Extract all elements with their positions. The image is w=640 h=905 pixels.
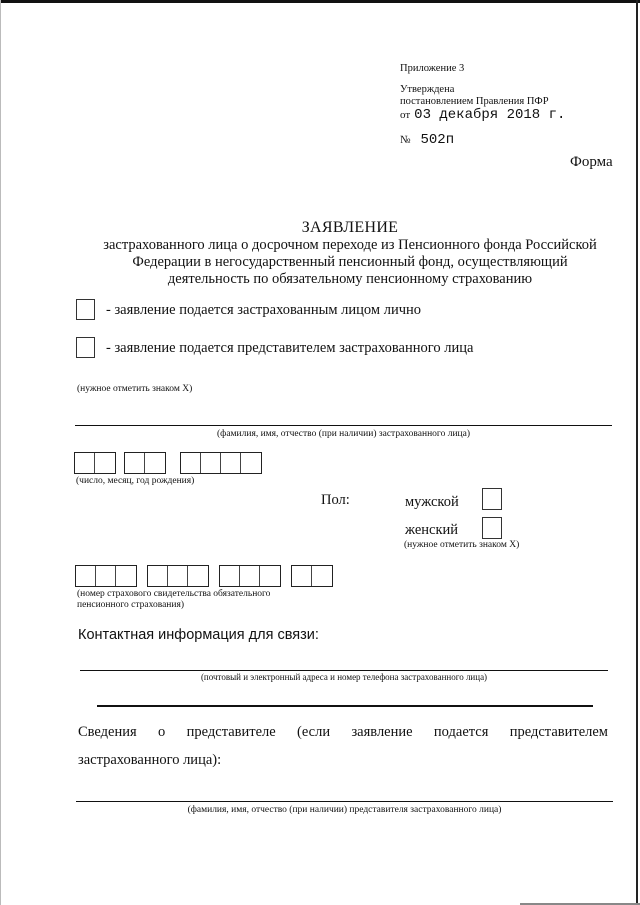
contact-field-line-1[interactable] — [80, 670, 608, 671]
snils-cell[interactable] — [116, 566, 136, 586]
rep-word: Сведения — [78, 724, 137, 740]
checkbox-submitted-by-representative[interactable] — [76, 337, 95, 358]
snils-cell[interactable] — [292, 566, 312, 586]
birth-year-cells[interactable] — [180, 452, 262, 474]
resolution-number — [400, 130, 454, 148]
insured-name-field[interactable] — [75, 425, 612, 426]
snils-caption-line-1: (номер страхового свидетельства обязательного — [77, 589, 271, 599]
title-line-1: застрахованного лица о досрочном переходе из Пенсионного фонда Российской — [103, 237, 597, 253]
rep-word: подается — [433, 724, 489, 740]
representative-name-caption: (фамилия, имя, отчество (при наличии) представителя застрахованного лица) — [187, 805, 502, 815]
rep-word: представителе — [186, 724, 276, 740]
birth-year-cell[interactable] — [181, 453, 201, 473]
representative-name-field[interactable] — [76, 801, 613, 802]
resolution-date — [400, 105, 565, 123]
rep-word: (если — [297, 724, 331, 740]
snils-group-2[interactable] — [147, 565, 209, 587]
snils-cell[interactable] — [220, 566, 240, 586]
document-title-block — [70, 218, 630, 288]
snils-cell[interactable] — [76, 566, 96, 586]
contact-field-line-2[interactable] — [97, 705, 593, 707]
snils-cell[interactable] — [96, 566, 116, 586]
snils-cell[interactable] — [148, 566, 168, 586]
rep-word: представителем — [509, 724, 608, 740]
snils-group-checksum[interactable] — [291, 565, 333, 587]
birth-year-cell[interactable] — [201, 453, 221, 473]
gender-male-label: мужской — [405, 494, 459, 510]
snils-cell[interactable] — [240, 566, 260, 586]
birth-day-cells[interactable] — [74, 452, 116, 474]
resolution-label: постановлением Правления ПФР — [400, 96, 549, 107]
birth-day-cell[interactable] — [75, 453, 95, 473]
page-right-edge — [636, 0, 638, 905]
title-line-3: деятельность по обязательному пенсионному страхованию — [167, 271, 533, 287]
snils-cell[interactable] — [188, 566, 208, 586]
approved-label: Утверждена — [400, 84, 455, 95]
date-prefix: от — [400, 109, 411, 121]
page-top-edge — [0, 0, 640, 3]
snils-cell[interactable] — [260, 566, 280, 586]
gender-label: Пол: — [321, 492, 350, 508]
birth-day-cell[interactable] — [95, 453, 115, 473]
page-left-edge — [0, 0, 1, 905]
snils-cell[interactable] — [312, 566, 332, 586]
contact-label: Контактная информация для связи: — [78, 627, 319, 643]
birth-date-caption: (число, месяц, год рождения) — [76, 476, 195, 486]
birth-month-cell[interactable] — [125, 453, 145, 473]
gender-female-checkbox[interactable] — [482, 517, 502, 539]
gender-female-label: женский — [405, 522, 459, 538]
gender-mark-note: (нужное отметить знаком Х) — [404, 540, 520, 550]
birth-year-cell[interactable] — [221, 453, 241, 473]
mark-instruction-note: (нужное отметить знаком Х) — [77, 384, 193, 394]
birth-month-cell[interactable] — [145, 453, 165, 473]
snils-group-1[interactable] — [75, 565, 137, 587]
appendix-label: Приложение 3 — [400, 63, 465, 74]
rep-word: о — [158, 724, 166, 740]
document-title: ЗАЯВЛЕНИЕ — [301, 219, 399, 236]
snils-cell[interactable] — [168, 566, 188, 586]
birth-month-cells[interactable] — [124, 452, 166, 474]
snils-caption-line-2: пенсионного страхования) — [77, 600, 185, 610]
snils-group-3[interactable] — [219, 565, 281, 587]
form-label: Форма — [570, 154, 613, 170]
title-line-2: Федерации в негосударственный пенсионный фонд, осуществляющий — [132, 254, 568, 270]
representative-intro-line-2: застрахованного лица): — [78, 752, 222, 768]
rep-word: заявление — [351, 724, 413, 740]
option-label-personally: - заявление подается застрахованным лицом лично — [106, 302, 422, 318]
contact-caption: (почтовый и электронный адреса и номер телефона застрахованного лица) — [200, 672, 488, 682]
option-label-representative: - заявление подается представителем застрахованного лица — [106, 340, 474, 356]
number-value: 502п — [420, 132, 455, 148]
representative-intro-line-1 — [78, 724, 608, 741]
birth-year-cell[interactable] — [241, 453, 261, 473]
number-prefix: № — [400, 134, 411, 146]
date-value: 03 декабря 2018 г. — [414, 107, 566, 123]
checkbox-submitted-personally[interactable] — [76, 299, 95, 320]
gender-male-checkbox[interactable] — [482, 488, 502, 510]
insured-name-caption: (фамилия, имя, отчество (при наличии) застрахованного лица) — [217, 429, 470, 439]
